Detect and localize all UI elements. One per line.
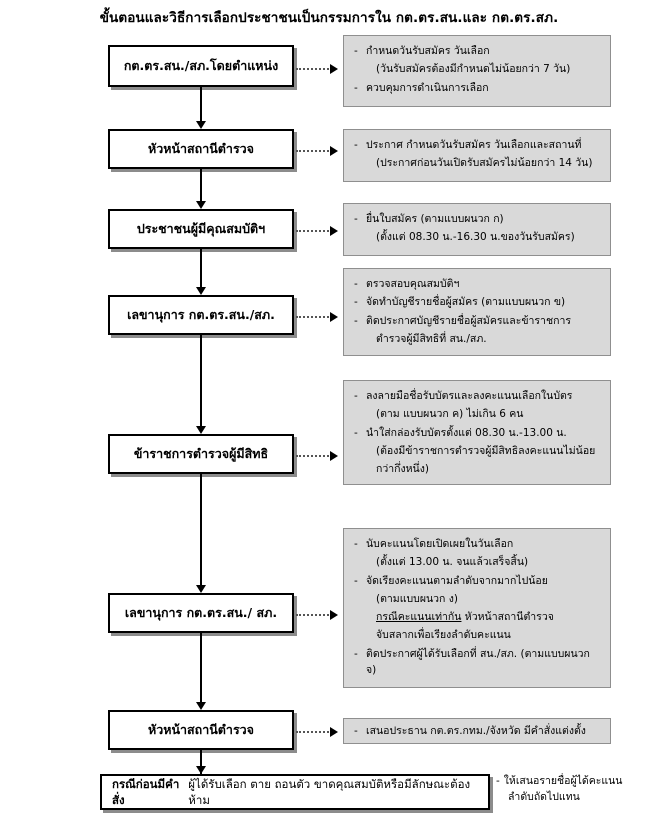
flow-node-5: [108, 434, 294, 474]
bottom-condition-rest: ผู้ได้รับเลือก ตาย ถอนตัว ขาดคุณสมบัติหรือมีลักษณะต้องห้าม: [188, 776, 471, 807]
detail-panel-1-line-2: (วันรับสมัครต้องมีกำหนดไม่น้อยกว่า 7 วัน): [376, 63, 571, 76]
dotted-arrow-2: [330, 146, 338, 156]
detail-panel-5-line-4: (ต้องมีข้าราชการตำรวจผู้มีสิทธิลงคะแนนไม่น้อย: [376, 444, 596, 457]
dotted-arrow-7: [330, 727, 338, 737]
dotted-link-5: [296, 455, 332, 457]
flow-node-6: [108, 593, 294, 633]
detail-panel-3-line-2: (ตั้งแต่ 08.30 น.-16.30 น.ของวันรับสมัคร): [376, 231, 575, 244]
connector-2-3: [200, 169, 202, 201]
detail-panel-7: [343, 718, 611, 744]
arrow-1-2: [196, 121, 206, 129]
connector-3-4: [200, 249, 202, 287]
dotted-arrow-1: [330, 64, 338, 74]
detail-panel-4-line-4: ตำรวจผู้มีสิทธิที่ สน./สภ.: [376, 332, 487, 345]
detail-panel-5-line-2: (ตาม แบบผนวก ค) ไม่เกิน 6 คน: [376, 408, 524, 421]
connector-1-2: [200, 87, 202, 121]
detail-panel-6-line-5: [354, 609, 602, 625]
detail-panel-6-line-2: (ตั้งแต่ 13.00 น. จนแล้วเสร็จสิ้น): [376, 556, 529, 569]
dotted-link-7: [296, 731, 332, 733]
flow-node-2: [108, 129, 294, 169]
dotted-arrow-6: [330, 610, 338, 620]
flow-node-7: [108, 710, 294, 750]
detail-panel-2: [343, 129, 611, 182]
dotted-arrow-3: [330, 226, 338, 236]
detail-panel-7-line-1: - เสนอประธาน กต.ตร.กทม./จังหวัด มีคำสั่งแต่งตั้ง: [354, 723, 602, 739]
detail-panel-1: [343, 35, 611, 107]
detail-panel-1-line-1: - กำหนดวันรับสมัคร วันเลือก: [354, 43, 602, 59]
bottom-note-line-2: ลำดับถัดไปแทน: [508, 790, 580, 803]
arrow-5-6: [196, 585, 206, 593]
dotted-link-4: [296, 316, 332, 318]
connector-6-7: [200, 633, 202, 702]
connector-5-6: [200, 474, 202, 585]
detail-panel-6-line-5-underlined: กรณีคะแนนเท่ากัน: [376, 611, 462, 624]
detail-panel-6-line-3: - จัดเรียงคะแนนตามลำดับจากมากไปน้อย: [354, 573, 602, 589]
dotted-link-3: [296, 230, 332, 232]
detail-panel-6-line-1: - นับคะแนนโดยเปิดเผยในวันเลือก: [354, 536, 602, 552]
bottom-note-line-1: - ให้เสนอรายชื่อผู้ได้คะแนน: [496, 774, 646, 790]
arrow-6-7: [196, 702, 206, 710]
flow-node-7-label: หัวหน้าสถานีตำรวจ: [147, 721, 255, 737]
dotted-link-2: [296, 150, 332, 152]
detail-panel-3-line-1: - ยื่นใบสมัคร (ตามแบบผนวก ก): [354, 211, 602, 227]
detail-panel-5: [343, 380, 611, 485]
detail-panel-4-line-1: - ตรวจสอบคุณสมบัติฯ: [354, 276, 602, 292]
detail-panel-6-line-6: จับสลากเพื่อเรียงลำดับคะแนน: [376, 629, 511, 642]
detail-panel-5-line-1: - ลงลายมือชื่อรับบัตรและลงคะแนนเลือกในบัตร: [354, 388, 602, 404]
detail-panel-6-list: [354, 536, 602, 678]
detail-panel-5-line-5: กว่ากึ่งหนึ่ง): [376, 463, 429, 476]
detail-panel-1-list: [354, 43, 602, 96]
detail-panel-1-line-3: - ควบคุมการดำเนินการเลือก: [354, 80, 602, 96]
detail-panel-4: [343, 268, 611, 356]
arrow-3-4: [196, 287, 206, 295]
bottom-note: [496, 774, 646, 806]
detail-panel-7-list: [354, 723, 602, 739]
flow-node-2-label: หัวหน้าสถานีตำรวจ: [147, 140, 255, 156]
detail-panel-4-list: [354, 276, 602, 347]
detail-panel-4-line-3: - ติดประกาศบัญชีรายชื่อผู้สมัครและข้าราชการ: [354, 313, 602, 329]
detail-panel-2-line-2: (ประกาศก่อนวันเปิดรับสมัครไม่น้อยกว่า 14 วัน): [376, 157, 593, 170]
detail-panel-2-list: [354, 137, 602, 172]
flow-node-3: [108, 209, 294, 249]
bottom-condition-bold: กรณีก่อนมีคำสั่ง: [112, 776, 180, 807]
flow-node-6-label: เลขานุการ กต.ตร.สน./ สภ.: [124, 604, 278, 620]
dotted-arrow-5: [330, 451, 338, 461]
dotted-link-1: [296, 68, 332, 70]
detail-panel-2-line-1: - ประกาศ กำหนดวันรับสมัคร วันเลือกและสถานที่: [354, 137, 602, 153]
arrow-7-bottom: [196, 766, 206, 774]
arrow-2-3: [196, 201, 206, 209]
detail-panel-6-line-5-tail: หัวหน้าสถานีตำรวจ: [461, 611, 554, 624]
flow-node-1: [108, 45, 294, 87]
dotted-arrow-4: [330, 312, 338, 322]
detail-panel-5-list: [354, 388, 602, 477]
detail-panel-6: [343, 528, 611, 688]
flow-node-1-label: กต.ตร.สน./สภ.โดยตำแหน่ง: [123, 57, 279, 73]
arrow-4-5: [196, 426, 206, 434]
flow-node-5-label: ข้าราชการตำรวจผู้มีสิทธิ: [133, 445, 269, 461]
detail-panel-5-line-3: - นำใส่กล่องรับบัตรตั้งแต่ 08.30 น.-13.00 น.: [354, 425, 602, 441]
detail-panel-6-line-7: - ติดประกาศผู้ได้รับเลือกที่ สน./สภ. (ตามแบบผนวก จ): [354, 646, 602, 679]
detail-panel-3-list: [354, 211, 602, 246]
bottom-condition-box: [100, 774, 490, 810]
detail-panel-6-line-4: (ตามแบบผนวก ง): [376, 592, 458, 605]
detail-panel-3: [343, 203, 611, 256]
flow-node-4: [108, 295, 294, 335]
detail-panel-4-line-2: - จัดทำบัญชีรายชื่อผู้สมัคร (ตามแบบผนวก ข): [354, 294, 602, 310]
connector-4-5: [200, 335, 202, 426]
dotted-link-6: [296, 614, 332, 616]
flow-node-3-label: ประชาชนผู้มีคุณสมบัติฯ: [136, 220, 266, 236]
flow-node-4-label: เลขานุการ กต.ตร.สน./สภ.: [127, 306, 275, 322]
page-title: ขั้นตอนและวิธีการเลือกประชาชนเป็นกรรมการใน กต.ตร.สน.และ กต.ตร.สภ.: [99, 10, 559, 26]
